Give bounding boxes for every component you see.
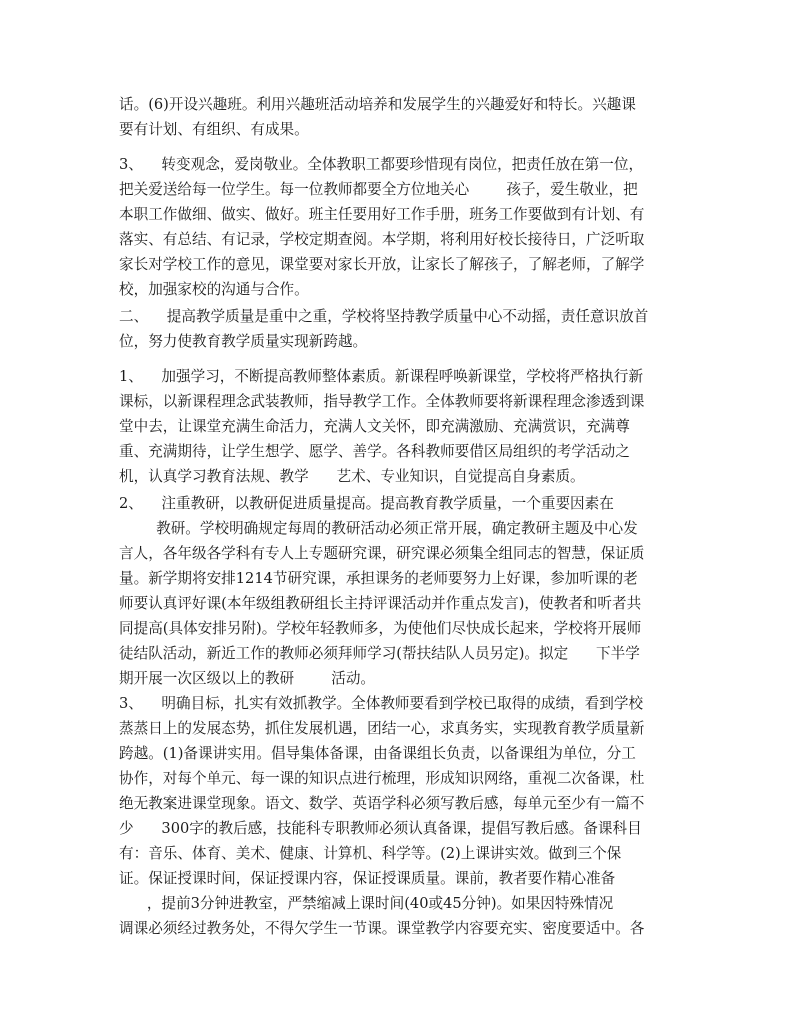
text-line: 徒结队活动，新近工作的教师必须拜师学习(帮扶结队人员另定)。拟定 下半学 (119, 645, 640, 662)
text-line: 本职工作做细、做实、做好。班主任要用好工作手册，班务工作要做到有计划、有 (119, 206, 645, 223)
text-line: 跨越。(1)备课讲实用。倡导集体备课，由备课组长负责，以备课组为单位，分工 (119, 745, 636, 762)
text-line: 协作，对每个单元、每一课的知识点进行梳理，形成知识网络，重视二次备课，杜 (119, 770, 645, 787)
text-line: 教研。学校明确规定每周的教研活动必须正常开展，确定教研主题及中心发 (119, 520, 638, 537)
text-line: 把关爱送给每一位学生。每一位教师都要全方位地关心 孩子，爱生敬业，把 (119, 181, 638, 198)
text-line: 校，加强家校的沟通与合作。 (119, 281, 309, 298)
text-line: ，提前3分钟进教室，严禁缩减上课时间(40或45分钟)。如果因特殊情况 (119, 895, 614, 912)
text-line: 话。(6)开设兴趣班。利用兴趣班活动培养和发展学生的兴趣爱好和特长。兴趣课 (119, 96, 636, 113)
text-line: 绝无教案进课堂现象。语文、数学、英语学科必须写教后感，每单元至少有一篇不 (119, 795, 645, 812)
text-line: 师要认真评好课(本年级组教研组长主持评课活动并作重点发言)，使教者和听者共 (119, 595, 642, 612)
text-line: 量。新学期将安排1214节研究课，承担课务的老师要努力上好课，参加听课的老 (119, 570, 638, 587)
text-line: 家长对学校工作的意见，课堂要对家长开放，让家长了解孩子，了解老师，了解学 (119, 256, 645, 273)
text-line: 二、 提高教学质量是重中之重，学校将坚持教学质量中心不动摇，责任意识放首 (119, 308, 649, 325)
text-line: 机，认真学习教育法规、教学 艺术、专业知识，自觉提高自身素质。 (119, 468, 585, 485)
text-line: 3、 转变观念，爱岗敬业。全体教职工都要珍惜现有岗位，把责任放在第一位， (119, 156, 644, 173)
text-line: 落实、有总结、有记录，学校定期查阅。本学期，将利用好校长接待日，广泛听取 (119, 231, 645, 248)
text-line: 同提高(具体安排另附)。学校年轻教师多，为使他们尽快成长起来，学校将开展师 (119, 620, 642, 637)
text-line: 调课必须经过教务处，不得欠学生一节课。课堂教学内容要充实、密度要适中。各 (119, 920, 645, 937)
text-line: 位，努力使教育教学质量实现新跨越。 (119, 333, 368, 350)
text-line: 1、 加强学习，不断提高教师整体素质。新课程呼唤新课堂，学校将严格执行新 (119, 368, 644, 385)
text-line: 要有计划、有组织、有成果。 (119, 121, 309, 138)
text-line: 2、 注重教研，以教研促进质量提高。提高教育教学质量，一个重要因素在 (119, 495, 614, 512)
text-line: 3、 明确目标，扎实有效抓教学。全体教师要看到学校已取得的成绩，看到学校 (119, 695, 644, 712)
text-line: 少 300字的教后感，技能科专职教师必须认真备课，提倡写教后感。备课科目 (119, 820, 642, 837)
text-line: 言人，各年级各学科有专人上专题研究课，研究课必须集全组同志的智慧，保证质 (119, 545, 645, 562)
text-line: 课标，以新课程理念武装教师，指导教学工作。全体教师要将新课程理念渗透到课 (119, 393, 645, 410)
text-line: 有：音乐、体育、美术、健康、计算机、科学等。(2)上课讲实效。做到三个保 (119, 845, 622, 862)
text-line: 蒸蒸日上的发展态势，抓住发展机遇，团结一心，求真务实，实现教育教学质量新 (119, 720, 645, 737)
text-line: 期开展一次区级以上的教研 活动。 (119, 670, 376, 687)
text-line: 堂中去，让课堂充满生命活力，充满人文关怀，即充满激励、充满赏识，充满尊 (119, 418, 630, 435)
text-line: 重、充满期待，让学生想学、愿学、善学。各科教师要借区局组织的考学活动之 (119, 443, 630, 460)
text-line: 证。保证授课时间，保证授课内容，保证授课质量。课前，教者要作精心准备 (119, 870, 616, 887)
